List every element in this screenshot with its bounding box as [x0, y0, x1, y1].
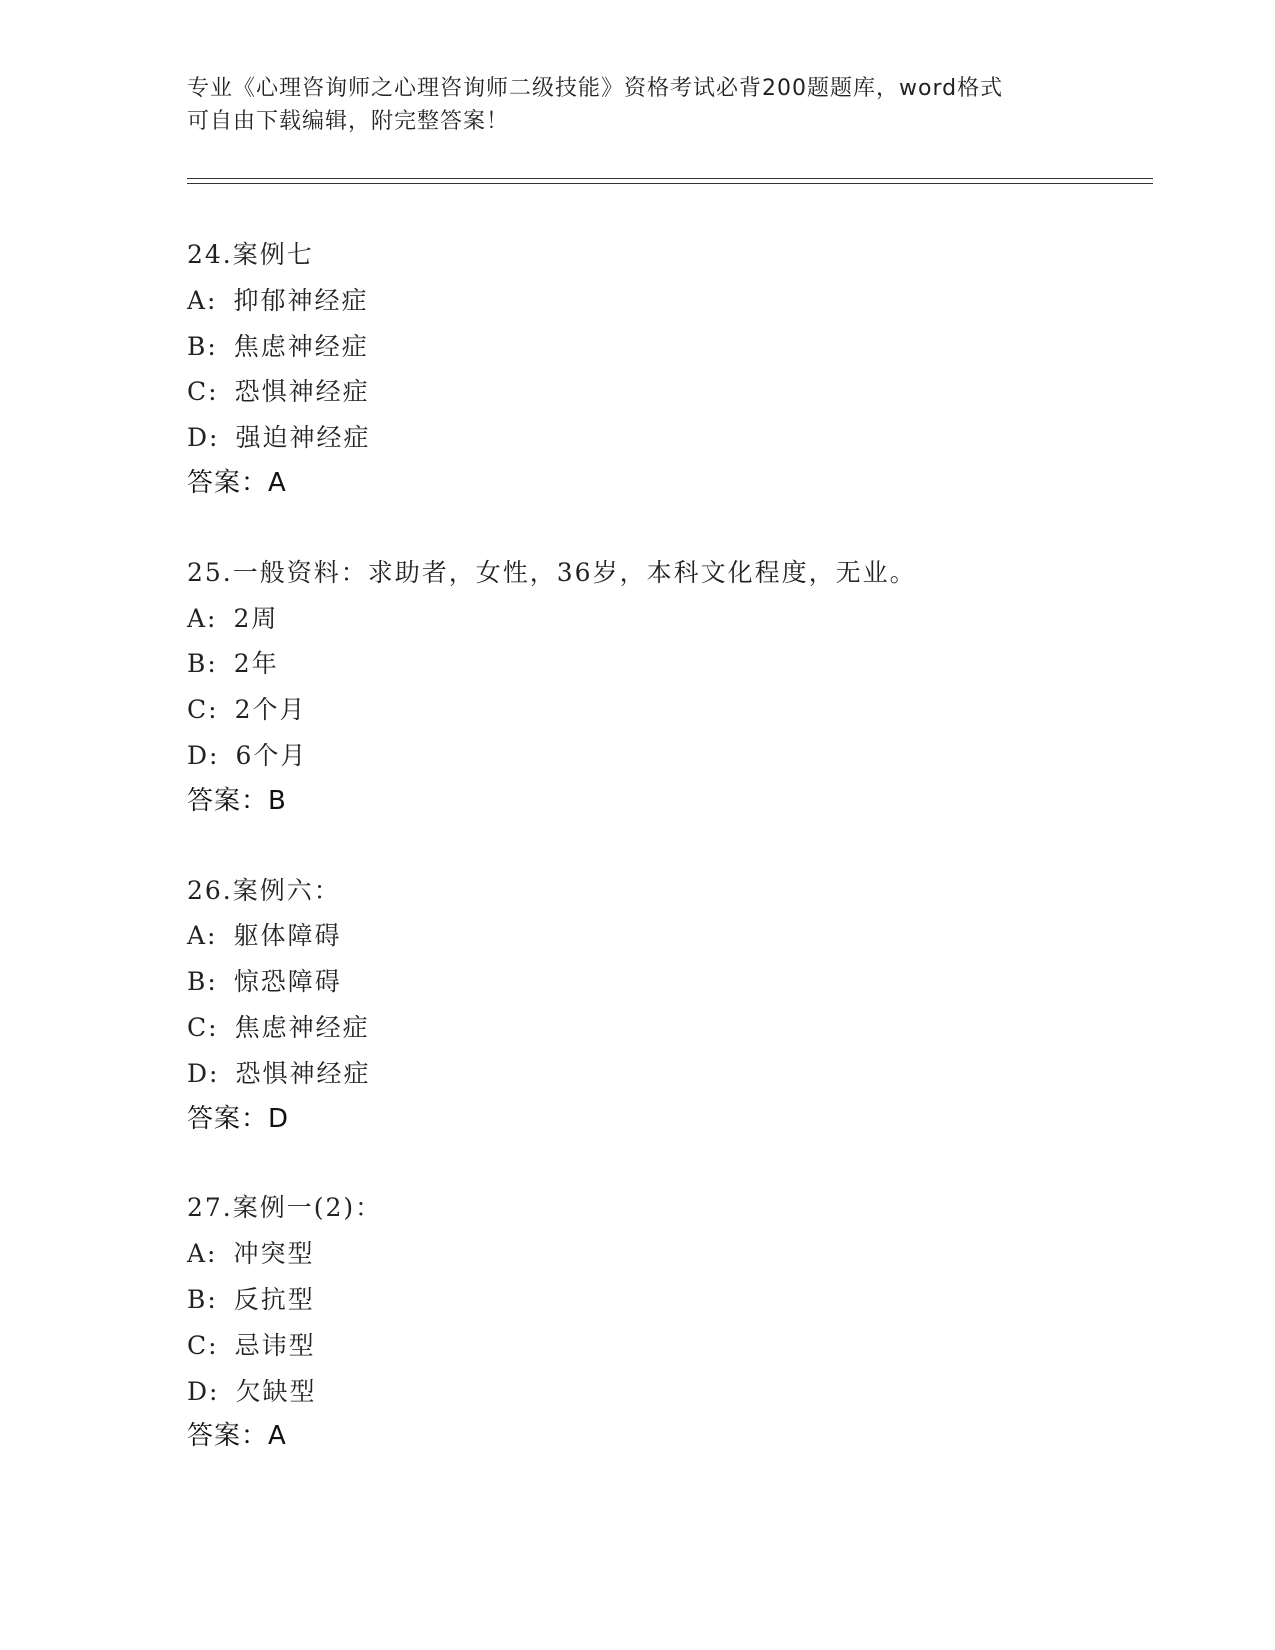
option-b — [187, 1277, 1147, 1323]
option-letter: B: — [187, 1284, 218, 1314]
option-letter: C: — [187, 1012, 219, 1042]
option-text: 2个月 — [234, 695, 307, 725]
option-c — [187, 1323, 1147, 1369]
question-24 — [187, 232, 1147, 507]
option-letter: C: — [187, 695, 219, 725]
option-c — [187, 1005, 1147, 1051]
option-text: 恐惧神经症 — [235, 1058, 371, 1088]
question-25 — [187, 550, 1147, 825]
option-letter: A: — [187, 1239, 218, 1269]
option-d — [187, 733, 1147, 779]
option-text: 忌讳型 — [234, 1330, 316, 1360]
option-text: 抑郁神经症 — [233, 285, 369, 315]
question-27 — [187, 1185, 1147, 1460]
option-b — [187, 324, 1147, 370]
option-d — [187, 1369, 1147, 1415]
option-text: 恐惧神经症 — [234, 377, 370, 407]
question-stem: 25.一般资料：求助者，女性，36岁，本科文化程度，无业。 — [187, 557, 917, 587]
answer-key: 答案：B — [187, 785, 287, 816]
option-text: 惊恐障碍 — [233, 967, 342, 997]
option-text: 6个月 — [235, 740, 308, 770]
option-c — [187, 687, 1147, 733]
option-text: 2周 — [233, 603, 279, 633]
option-a — [187, 913, 1147, 959]
option-text: 强迫神经症 — [235, 423, 371, 453]
option-letter: C: — [187, 377, 219, 407]
option-text: 冲突型 — [233, 1239, 315, 1269]
answer-key: 答案：A — [187, 1421, 287, 1452]
option-letter: B: — [187, 331, 218, 361]
option-text: 焦虑神经症 — [233, 331, 369, 361]
option-text: 反抗型 — [233, 1284, 315, 1314]
option-text: 欠缺型 — [235, 1376, 317, 1406]
question-26 — [187, 868, 1147, 1143]
document-header — [187, 72, 1087, 138]
option-text: 焦虑神经症 — [234, 1012, 370, 1042]
question-stem: 26.案例六： — [187, 875, 341, 905]
option-letter: A: — [187, 285, 218, 315]
option-letter: C: — [187, 1330, 219, 1360]
option-d — [187, 1051, 1147, 1097]
option-c — [187, 369, 1147, 415]
answer-key: 答案：A — [187, 467, 287, 498]
header-divider-bottom — [187, 183, 1153, 184]
option-a — [187, 1231, 1147, 1277]
question-stem: 24.案例七 — [187, 240, 314, 269]
question-list — [187, 232, 1147, 1503]
option-text: 2年 — [233, 649, 279, 679]
option-d — [187, 415, 1147, 461]
option-b — [187, 959, 1147, 1005]
option-letter: D: — [187, 740, 220, 770]
option-letter: D: — [187, 423, 220, 453]
question-stem: 27.案例一(2)： — [187, 1193, 383, 1223]
header-title-line-1: 专业《心理咨询师之心理咨询师二级技能》资格考试必背200题题库，word格式 — [187, 76, 1004, 101]
option-a — [187, 278, 1147, 324]
header-divider-top — [187, 178, 1153, 179]
option-letter: D: — [187, 1376, 220, 1406]
option-text: 躯体障碍 — [233, 921, 342, 951]
option-letter: B: — [187, 649, 218, 679]
option-letter: A: — [187, 921, 218, 951]
option-letter: D: — [187, 1058, 220, 1088]
option-letter: B: — [187, 967, 218, 997]
option-letter: A: — [187, 603, 218, 633]
option-a — [187, 596, 1147, 642]
answer-key: 答案：D — [187, 1103, 290, 1134]
option-b — [187, 641, 1147, 687]
header-title-line-2: 可自由下载编辑，附完整答案！ — [187, 109, 510, 134]
